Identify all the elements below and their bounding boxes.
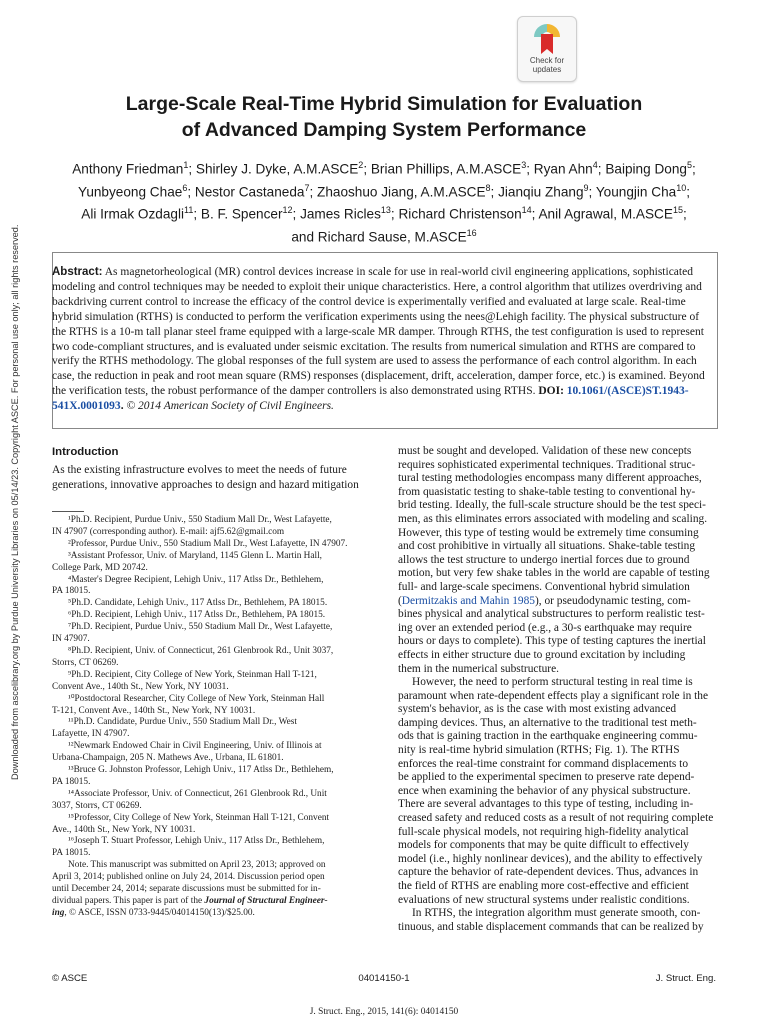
footnote-line: College Park, MD 20742.	[52, 562, 148, 573]
affiliation-marker: 1	[183, 160, 189, 170]
affiliation-marker: 13	[380, 205, 391, 216]
footnote-line: ⁶Ph.D. Recipient, Lehigh Univ., 117 Atlss Dr., Bethlehem, PA 18015.	[68, 610, 326, 621]
page-number: 04014150-1	[358, 973, 410, 984]
author-line	[30, 156, 738, 179]
journal-name: Journal of Structural Engineer-	[204, 896, 328, 906]
intro-left-paragraph	[52, 463, 368, 493]
author-name: ; Anil Agrawal, M.ASCE	[531, 206, 673, 222]
footnote-line: PA 18015.	[52, 848, 91, 859]
text-line: In RTHS, the integration algorithm must generate smooth, con-	[412, 907, 701, 920]
text-line: from quasistatic testing to shake-table testing to conventional hy-	[398, 485, 696, 498]
abstract-text-line: the RTHS is a 10-m tall planar steel frame equipped with a large-scale MR damper. Through RTHS, the test configuration is used to represent	[52, 325, 704, 338]
author-name: ; Shirley J. Dyke, A.M.ASCE	[188, 161, 359, 177]
paragraph	[398, 676, 716, 907]
section-heading-introduction: Introduction	[52, 446, 119, 458]
footnote-line: ⁹Ph.D. Recipient, City College of New York, Steinman Hall T-121,	[68, 669, 317, 680]
text-line: nity is real-time hybrid simulation (RTHS; Fig. 1). The RTHS	[398, 744, 680, 757]
doi-link[interactable]: 10.1061/(ASCE)ST.1943-	[566, 385, 689, 398]
text-line: must be sought and developed. Validation of these new concepts	[398, 445, 692, 457]
abstract-text-line: two code-compliant structures, and is evaluated under seismic excitation. The results from numerical simulation and RTHS are compared to	[52, 340, 696, 353]
abstract-text-line: case, the reduction in peak and root mean square (RMS) responses (displacement, drift, acceleration, damper force, etc.) is examined. Beyond	[52, 370, 705, 383]
affiliation-marker: 3	[521, 160, 527, 170]
footnote-line: ¹²Newmark Endowed Chair in Civil Engineering, Univ. of Illinois at	[68, 741, 322, 752]
author-name: ;	[691, 161, 696, 177]
text-line: paramount when rate-dependent effects play a significant role in the	[398, 689, 709, 702]
author-name: ;	[686, 184, 690, 200]
abstract-text-line: As magnetorheological (MR) control devices increase in scale for use in real-world civil engineering applications, sophisticated	[104, 266, 693, 278]
text-line: enforces the real-time constraint for command displacements to	[398, 757, 689, 770]
author-name: ; Zhaoshuo Jiang, A.M.ASCE	[309, 184, 486, 200]
text-line: brid testing. Ideally, the full-scale structure should be the test speci-	[398, 499, 706, 512]
text-line: effects in either structure due to ground excitation by including	[398, 648, 686, 661]
footnote-line: ¹³Bruce G. Johnston Professor, Lehigh Univ., 117 Atlss Dr., Bethlehem,	[68, 765, 334, 776]
footnote-line: Ave., 140th St., New York, NY 10031.	[52, 824, 196, 835]
text-line: ing over an extended period (e.g., a 30-s earthquake may require	[398, 621, 692, 634]
author-name: ; James Ricles	[292, 206, 381, 222]
footnote-line: Urbana-Champaign, 205 N. Mathews Ave., Urbana, IL 61801.	[52, 753, 284, 764]
text-line: models for components that may be quite difficult to effectively	[398, 839, 689, 852]
author-name: ; Ryan Ahn	[526, 161, 593, 177]
abstract-text-line: modeling and control techniques may be needed to exploit their unique characteristics. Here, a control algorithm that utilizes overdriving and	[52, 280, 702, 293]
author-name: ;	[682, 206, 687, 222]
author-name: and Richard Sause, M.ASCE	[291, 229, 467, 245]
text-line: be applied to the experimental specimen to preserve rate depend-	[398, 771, 695, 784]
badge-line-2: updates	[532, 65, 562, 74]
footnote-line: ⁸Ph.D. Recipient, Univ. of Connecticut, 261 Glenbrook Rd., Unit 3037,	[68, 645, 334, 656]
paragraph	[398, 445, 716, 595]
author-name: Ali Irmak Ozdagli	[81, 206, 184, 222]
doi-link-cont[interactable]: 541X.0001093	[52, 400, 121, 413]
text-line: ence when examining the behavior of any physical substructure.	[398, 784, 691, 797]
text-line: However, this type of testing would be extremely time consuming	[398, 526, 699, 539]
text-line: generations, innovative approaches to design and hazard mitigation	[52, 479, 359, 492]
page-footer	[52, 973, 716, 987]
text-line: requires sophisticated experimental techniques. Traditional struc-	[398, 458, 696, 471]
footer-left: © ASCE	[52, 973, 88, 984]
text-line: bines physical and analytical substructures to perform realistic test-	[398, 608, 705, 621]
abstract-text-line: hybrid simulation (RTHS) is conducted to perform the verification experiments using the nees@Lehigh facility. The physical substructure of	[52, 310, 700, 323]
text-line: full-scale physical models, not requiring high-fidelity analytical	[398, 825, 689, 838]
copyright-text: © 2014 American Society of Civil Engineers.	[126, 400, 334, 413]
affiliation-marker: 16	[466, 227, 477, 238]
affiliation-marker: 6	[182, 182, 188, 193]
abstract-text-line: verify the RTHS methodology. The global responses of the full system are used to assess the performance of each control algorithm. In each	[52, 355, 697, 368]
text-line: system's behavior, as is the case with most existing advanced	[398, 703, 677, 716]
footnote-line: IN 47907.	[52, 634, 90, 645]
text-line: and cost prohibitive in virtually all situations. Shake-table testing	[398, 540, 696, 553]
journal-citation: J. Struct. Eng., 2015, 141(6): 04014150	[309, 1007, 459, 1017]
author-name: ; Baiping Dong	[597, 161, 687, 177]
footnote-line: ¹¹Ph.D. Candidate, Purdue Univ., 550 Stadium Mall Dr., West	[68, 717, 297, 728]
check-updates-icon	[532, 22, 562, 56]
text-line: damping devices. Thus, an alternative to the traditional test meth-	[398, 716, 697, 729]
affiliation-marker: 14	[521, 205, 532, 216]
abstract: Abstract: As magnetorheological (MR) control devices increase in scale for use in real-world civil engineering applications, sophisticated modeling and control techniques may be needed to exploit their unique characteristics. Here, a control algorithm that utilizes overdriving and backdriving current control to increase the efficacy of the control device is experimentally verified and evaluated at large scale. Real-time hybrid simulation (RTHS) is conducted to perform the verification experiments using the nees@Lehigh facility. The physical substructure of the RTHS is a 10-m tall planar steel frame equipped with a large-scale MR damper. Through RTHS, the test configuration is used to represent two code-compliant structures, and is evaluated under seismic excitation. The results from numerical simulation and RTHS are compared to verify the RTHS methodology. The global responses of the full system are used to assess the performance of each control algorithm. In each case, the reduction in peak and root mean square (RMS) responses (displacement, drift, acceleration, damper force, etc.) is examined. Beyond the verification tests, the robust performance of the damper controllers is also demonstrated using RTHS. DOI: 10.1061/(ASCE)ST.1943- 541X.0001093. © 2014 American Society of Civil Engineers.	[52, 265, 716, 414]
text-line: evaluations of new structural systems under realistic conditions.	[398, 893, 690, 906]
footnote-line: ¹⁰Postdoctoral Researcher, City College of New York, Steinman Hall	[68, 693, 325, 704]
journal-name-cont: ing	[52, 907, 65, 918]
footnote-line: ¹Ph.D. Recipient, Purdue Univ., 550 Stadium Mall Dr., West Lafayette,	[68, 515, 332, 525]
footnotes	[52, 515, 368, 920]
text-line: As the existing infrastructure evolves to meet the needs of future	[52, 464, 347, 476]
author-list	[30, 156, 738, 246]
note-line: April 3, 2014; published online on July 24, 2014. Discussion period open	[52, 872, 325, 883]
paragraph	[398, 907, 716, 934]
footnote-line: T-121, Convent Ave., 140th St., New York, NY 10031.	[52, 705, 256, 716]
note-line: Note. This manuscript was submitted on April 23, 2013; approved on	[68, 860, 326, 871]
title-line: of Advanced Damping System Performance	[181, 119, 587, 141]
affiliation-marker: 2	[358, 160, 364, 170]
abstract-text-line: backdriving current control to increase the efficacy of the control device is experimentally verified and evaluated at large scale. Real-time	[52, 295, 686, 308]
footnote-line: PA 18015.	[52, 586, 91, 597]
intro-right-column	[398, 445, 716, 934]
text-line: tural testing methodologies encompass many different approaches,	[398, 472, 702, 485]
paragraph	[398, 608, 716, 676]
footnote-list	[52, 515, 368, 860]
affiliation-marker: 5	[686, 160, 692, 170]
footnote-line: ⁴Master's Degree Recipient, Lehigh Univ., 117 Atlss Dr., Bethlehem,	[68, 574, 324, 585]
footnote-line: 3037, Storrs, CT 06269.	[52, 800, 142, 811]
affiliation-marker: 15	[672, 205, 683, 216]
footnote-line: IN 47907 (corresponding author). E-mail: ajf5.62@gmail.com	[52, 526, 285, 537]
footnote-line: ⁷Ph.D. Recipient, Purdue Univ., 550 Stadium Mall Dr., West Lafayette,	[68, 622, 333, 633]
footnote-rule	[52, 511, 84, 512]
footnote-line: ⁵Ph.D. Candidate, Lehigh Univ., 117 Atlss Dr., Bethlehem, PA 18015.	[68, 598, 328, 609]
abstract-label: Abstract:	[52, 266, 103, 278]
paper-title	[40, 91, 728, 143]
author-line	[30, 179, 738, 202]
affiliation-marker: 4	[592, 160, 598, 170]
affiliation-marker: 9	[583, 182, 589, 193]
text-line: However, the need to perform structural testing in real time is	[412, 676, 693, 689]
footnote-line: ³Assistant Professor, Univ. of Maryland, 1145 Glenn L. Martin Hall,	[68, 550, 322, 561]
footnote-line: Lafayette, IN 47907.	[52, 729, 130, 740]
text-line: creased safety and reduced costs as a result of not requiring complete	[398, 812, 714, 825]
author-name: ; Jianqiu Zhang	[490, 184, 584, 200]
text-line: motion, but very few shake tables in the world are capable of testing	[398, 567, 710, 580]
download-side-note: Downloaded from ascelibrary.org by Purdue University Libraries on 05/14/23. Copyright ASCE. For personal use only; all rights reserved.	[10, 224, 20, 780]
title-line: Large-Scale Real-Time Hybrid Simulation for Evaluation	[125, 93, 643, 115]
footer-journal: J. Struct. Eng.	[655, 973, 716, 984]
author-name: ; Youngjin Cha	[588, 184, 677, 200]
text-line: the field of RTHS are enabling more cost-effective and efficient	[398, 880, 689, 892]
badge-line-1: Check for	[529, 56, 565, 65]
text-line: hours or days to complete). This type of testing captures the inertial	[398, 635, 706, 648]
affiliation-marker: 7	[304, 182, 310, 193]
check-for-updates-button[interactable]	[517, 16, 577, 82]
text-line: allows the test structure to undergo inertial forces due to ground	[398, 553, 690, 566]
text-line: tinuous, and stable displacement commands that can be realized by	[398, 920, 704, 933]
author-name: ; Richard Christenson	[390, 206, 522, 222]
text-line: them in the numerical substructure.	[398, 662, 560, 675]
author-name: Yunbyeong Chae	[78, 184, 183, 200]
author-name: ; Nestor Castaneda	[187, 184, 305, 200]
abstract-text-line: the verification tests, the robust performance of the damper controllers is also demonstrated using RTHS.	[52, 385, 536, 398]
text-line: full- and large-scale specimens. Conventional hybrid simulation	[398, 580, 690, 593]
affiliation-marker: 8	[485, 182, 491, 193]
citation-link[interactable]: Dermitzakis and Mahin 1985	[401, 594, 535, 607]
text-line: capture the behavior of rate-dependent devices. Thus, advances in	[398, 866, 699, 879]
note-line: dividual papers. This paper is part of the	[52, 896, 205, 906]
footnote-line: ¹⁶Joseph T. Stuart Professor, Lehigh Univ., 117 Atlss Dr., Bethlehem,	[68, 836, 325, 847]
footnote-line: ¹⁴Associate Professor, Univ. of Connecticut, 261 Glenbrook Rd., Unit	[68, 788, 327, 799]
affiliation-marker: 10	[676, 182, 687, 193]
affiliation-marker: 12	[282, 205, 293, 216]
text-line: ), or pseudodynamic testing, com-	[534, 594, 691, 607]
author-line	[30, 201, 738, 224]
text-line: There are several advantages to this type of testing, including in-	[398, 798, 694, 811]
author-line	[30, 224, 738, 247]
text-line: (	[398, 594, 402, 607]
footnote-line: Convent Ave., 140th St., New York, NY 10031.	[52, 681, 229, 692]
author-name: Anthony Friedman	[72, 161, 184, 177]
text-line: men, as this eliminates errors associated with modeling and scaling.	[398, 512, 708, 525]
author-name: ; B. F. Spencer	[193, 206, 283, 222]
text-line: ods that is gaining traction in the earthquake engineering commu-	[398, 730, 698, 743]
footnote-line: Storrs, CT 06269.	[52, 657, 119, 668]
footnote-line: PA 18015.	[52, 776, 91, 787]
text-line: model (i.e., highly nonlinear devices), and the ability to effectively	[398, 852, 703, 865]
doi-label: DOI:	[538, 385, 564, 398]
note-line: , © ASCE, ISSN 0733-9445/04014150(13)/$25.00.	[64, 907, 255, 918]
author-name: ; Brian Phillips, A.M.ASCE	[363, 161, 522, 177]
note-line: until December 24, 2014; separate discussions must be submitted for in-	[52, 884, 321, 895]
footnote-line: ¹⁵Professor, City College of New York, Steinman Hall T-121, Convent	[68, 812, 330, 823]
affiliation-marker: 11	[184, 205, 194, 216]
footnote-line: ²Professor, Purdue Univ., 550 Stadium Mall Dr., West Lafayette, IN 47907.	[68, 538, 348, 549]
